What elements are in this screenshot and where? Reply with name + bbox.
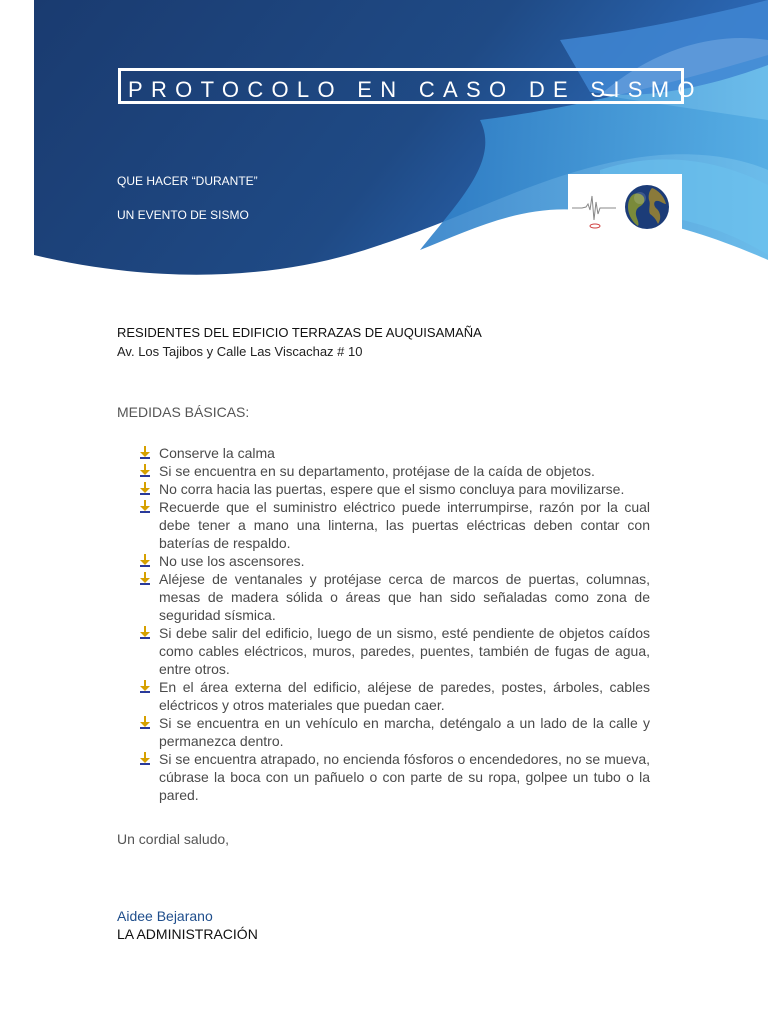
seismograph-image [568,174,682,239]
down-arrow-bullet-icon [139,680,151,693]
list-item: Recuerde que el suministro eléctrico puede interrumpirse, razón por la cual debe tener a mano una linterna, las puertas eléctricas deben contar con baterías de respaldo. [139,498,650,552]
subtitle-line-2: UN EVENTO DE SISMO [117,208,249,222]
list-item: En el área externa del edificio, aléjese de paredes, postes, árboles, cables eléctricos y otros materiales que puedan caer. [139,678,650,714]
recipients-address: Av. Los Tajibos y Calle Las Viscachaz # 10 [117,344,363,359]
down-arrow-bullet-icon [139,464,151,477]
section-title: MEDIDAS BÁSICAS: [117,404,250,420]
down-arrow-bullet-icon [139,716,151,729]
down-arrow-bullet-icon [139,572,151,585]
down-arrow-bullet-icon [139,554,151,567]
closing-text: Un cordial saludo, [117,831,230,847]
list-item: Si se encuentra atrapado, no encienda fósforos o encendedores, no se mueva, cúbrase la boca con un pañuelo o con parte de su ropa, golpee un tubo o la pared. [139,750,650,804]
down-arrow-bullet-icon [139,500,151,513]
down-arrow-bullet-icon [139,626,151,639]
seismograph-icon [572,196,616,220]
globe-icon [625,185,669,229]
signature-name: Aidee Bejarano [117,908,213,924]
list-item: Conserve la calma [139,444,650,462]
recipients-building: RESIDENTES DEL EDIFICIO TERRAZAS DE AUQUISAMAÑA [117,325,482,340]
down-arrow-bullet-icon [139,482,151,495]
signature-title: LA ADMINISTRACIÓN [117,926,258,942]
down-arrow-bullet-icon [139,752,151,765]
list-item: Aléjese de ventanales y protéjase cerca de marcos de puertas, columnas, mesas de madera sólida o áreas que han sido señaladas como zona de seguridad sísmica. [139,570,650,624]
list-item: No use los ascensores. [139,552,650,570]
list-item: Si se encuentra en su departamento, protéjase de la caída de objetos. [139,462,650,480]
list-item: No corra hacia las puertas, espere que el sismo concluya para movilizarse. [139,480,650,498]
down-arrow-bullet-icon [139,446,151,459]
list-item: Si debe salir del edificio, luego de un sismo, esté pendiente de objetos caídos como cables eléctricos, muros, paredes, puentes, también de fugas de agua, entre otros. [139,624,650,678]
subtitle-line-1: QUE HACER “DURANTE” [117,174,258,188]
measures-list [139,444,650,804]
list-item: Si se encuentra en un vehículo en marcha, deténgalo a un lado de la calle y permanezca dentro. [139,714,650,750]
page-title: PROTOCOLO EN CASO DE SISMO [128,77,703,102]
header-wave-background [0,0,768,300]
